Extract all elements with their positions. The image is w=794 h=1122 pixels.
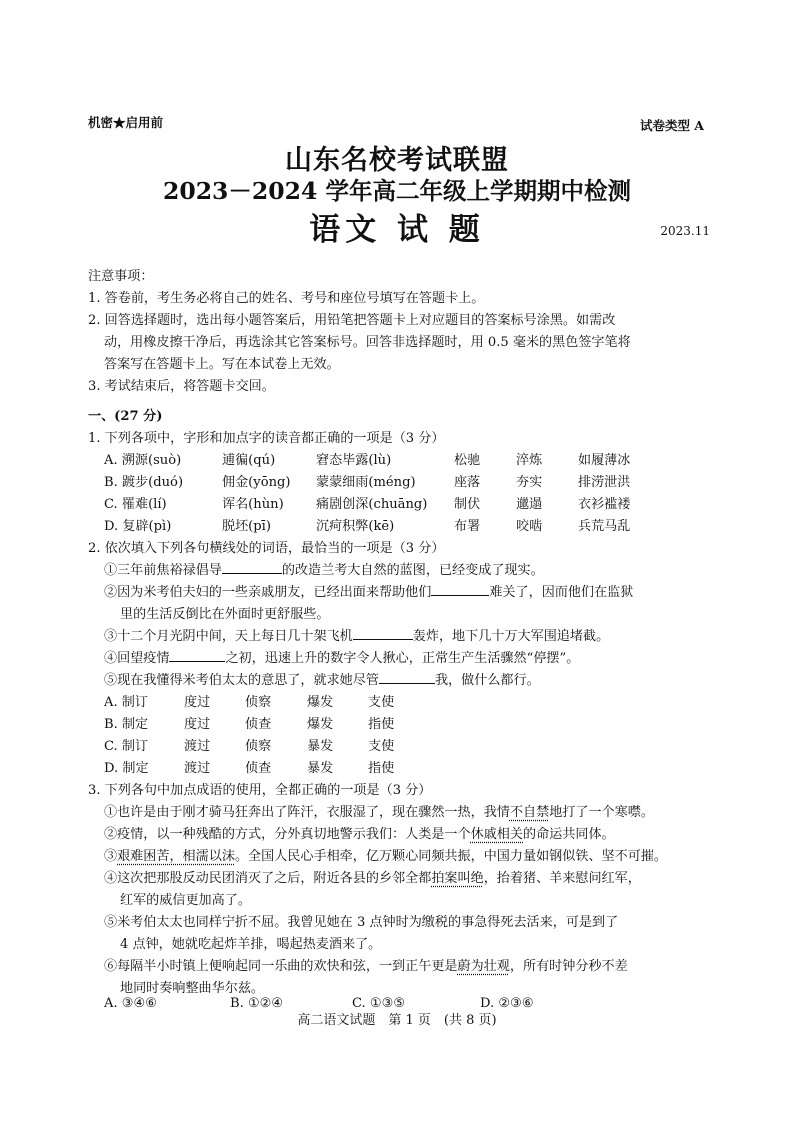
q3-option-d: D. ②③⑥: [480, 996, 534, 1011]
q1-option-cell: 兵荒马乱: [578, 519, 631, 534]
q2-option-cell: 暴发: [307, 761, 334, 776]
q2-option-cell: D. 制定: [104, 761, 149, 776]
q3-sentence-6: ⑥每隔半小时镇上便响起同一乐曲的欢快和弦，一到正午更是蔚为壮观，所有时钟分秒不差: [104, 959, 628, 974]
q1-option-cell: 如履薄冰: [578, 453, 631, 468]
q2-option-cell: 渡过: [184, 739, 211, 754]
q1-option-cell: 邋遢: [516, 497, 543, 512]
q1-option-cell: 淬炼: [516, 453, 543, 468]
q2-sentence-3: ③十二个月光阴中间，天上每日几十架飞机 轰炸，地下几十万大军围追堵截。: [104, 629, 610, 644]
note-item: 3. 考试结束后，将答题卡交回。: [88, 379, 275, 394]
q2-option-cell: C. 制订: [104, 739, 149, 754]
q2-sentence-2-cont: 里的生活反倒比在外面时更舒服些。: [120, 607, 330, 622]
q2-option-cell: 侦察: [245, 695, 272, 710]
q2-option-cell: 支使: [368, 695, 395, 710]
q3-sentence-5-cont: 4 点钟，她就吃起炸羊排，喝起热麦酒来了。: [120, 937, 382, 952]
q1-option-cell: 逋徧(qú): [222, 453, 276, 468]
q1-option-cell: 夯实: [516, 475, 543, 490]
q1-option-cell: 制伏: [454, 497, 481, 512]
q1-option-cell: 松驰: [454, 453, 481, 468]
q2-option-cell: 暴发: [307, 739, 334, 754]
q1-option-cell: 衣衫褴褛: [578, 497, 631, 512]
q3-option-c: C. ①③⑤: [352, 996, 406, 1011]
q2-option-cell: 度过: [184, 695, 211, 710]
q2-option-cell: 爆发: [307, 717, 334, 732]
q1-option-cell: 咬啮: [516, 519, 543, 534]
exam-term-title: 2023－2024 学年高二年级上学期期中检测: [163, 177, 631, 205]
q1-option-cell: 布署: [454, 519, 481, 534]
q2-option-cell: 支使: [368, 739, 395, 754]
q1-option-cell: 佣金(yōng): [222, 475, 291, 490]
note-item: 答案写在答题卡上。写在本试卷上无效。: [104, 357, 340, 372]
note-item: 动，用橡皮擦干净后，再选涂其它答案标号。回答非选择题时，用 0.5 毫米的黑色签字笔将: [104, 335, 631, 350]
exam-union-title: 山东名校考试联盟: [285, 145, 509, 176]
q2-sentence-2: ②因为米考伯夫妇的一些亲戚朋友，已经出面来帮助他们 难关了，因而他们在监狱: [104, 585, 634, 600]
q2-option-cell: 爆发: [307, 695, 334, 710]
q1-option-cell: B. 踱步(duó): [104, 475, 184, 490]
note-item: 2. 回答选择题时，选出每小题答案后，用铅笔把答题卡上对应题目的答案标号涂黑。如需改: [88, 313, 616, 328]
paper-type-label: 试卷类型 A: [639, 118, 704, 133]
q1-option-cell: C. 罹难(lí): [104, 497, 167, 512]
q3-sentence-1: ①也许是由于刚才骑马狂奔出了阵汗，衣服湿了，现在骤然一热，我情不自禁地打了一个寒噤。: [104, 805, 654, 820]
q2-option-cell: 侦查: [245, 761, 272, 776]
question-2-stem: 2. 依次填入下列各句横线处的词语，最恰当的一项是（3 分）: [88, 541, 445, 556]
q1-option-cell: 诨名(hùn): [222, 497, 284, 512]
exam-date: 2023.11: [660, 224, 710, 238]
q2-option-cell: 指使: [368, 717, 395, 732]
q2-option-cell: B. 制定: [104, 717, 149, 732]
notes-heading: 注意事项：: [88, 269, 154, 284]
q1-option-cell: D. 复辟(pì): [104, 519, 172, 534]
q2-option-cell: 侦查: [245, 717, 272, 732]
q3-sentence-3: ③艰难困苦，相濡以沫。全国人民心手相牵，亿万颗心同频共振，中国力量如钢似铁、坚不可摧。: [104, 849, 668, 864]
q2-option-cell: 渡过: [184, 761, 211, 776]
q1-option-cell: 脱坯(pī): [222, 519, 271, 534]
q2-sentence-1: ①三年前焦裕禄倡导 的改造兰考大自然的蓝图，已经变成了现实。: [104, 563, 544, 578]
q1-option-cell: 蒙蒙细雨(méng): [316, 475, 416, 490]
section-heading: 一、(27 分): [88, 409, 163, 424]
note-item: 1. 答卷前，考生务必将自己的姓名、考号和座位号填写在答题卡上。: [88, 291, 485, 306]
q1-option-cell: 沉疴积弊(kē): [316, 519, 395, 534]
q1-option-cell: A. 溯源(suò): [104, 453, 182, 468]
q2-sentence-5: ⑤现在我懂得米考伯太太的意思了，就求她尽管 我，做什么都行。: [104, 673, 540, 688]
q3-sentence-4: ④这次把那股反动民团消灭了之后，附近各县的乡邻全都拍案叫绝，抬着猪、羊来慰问红军，: [104, 871, 641, 886]
q1-option-cell: 座落: [454, 475, 481, 490]
q3-option-a: A. ③④⑥: [104, 996, 157, 1011]
question-3-stem: 3. 下列各句中加点成语的使用，全都正确的一项是（3 分）: [88, 783, 432, 798]
q2-sentence-4: ④回望疫情 之初，迅速上升的数字令人揪心，正常生产生活骤然“停摆”。: [104, 651, 580, 666]
q2-option-cell: 指使: [368, 761, 395, 776]
q3-sentence-4-cont: 红军的威信更加高了。: [120, 893, 251, 908]
q3-sentence-6-cont: 地同时奏响整曲华尔兹。: [120, 981, 265, 996]
q1-option-cell: 排涝泄洪: [578, 475, 631, 490]
q2-option-cell: 侦察: [245, 739, 272, 754]
confidential-label: 机密★启用前: [88, 115, 164, 130]
page-footer: 高二语文试题 第 1 页 (共 8 页): [297, 1013, 497, 1028]
question-1-stem: 1. 下列各项中，字形和加点字的读音都正确的一项是（3 分）: [88, 431, 445, 446]
q1-option-cell: 窘态毕露(lù): [316, 453, 392, 468]
q3-option-b: B. ①②④: [230, 996, 284, 1011]
q3-sentence-2: ②疫情，以一种残酷的方式，分外真切地警示我们：人类是一个休戚相关的命运共同体。: [104, 827, 615, 842]
q2-option-cell: A. 制订: [104, 695, 148, 710]
subject-title: 语文 试 题: [309, 212, 485, 248]
q3-sentence-5: ⑤米考伯太太也同样宁折不屈。我曾见她在 3 点钟时为缴税的事急得死去活来，可是到了: [104, 915, 619, 930]
q1-option-cell: 痛剧创深(chuāng): [316, 497, 428, 512]
q2-option-cell: 度过: [184, 717, 211, 732]
